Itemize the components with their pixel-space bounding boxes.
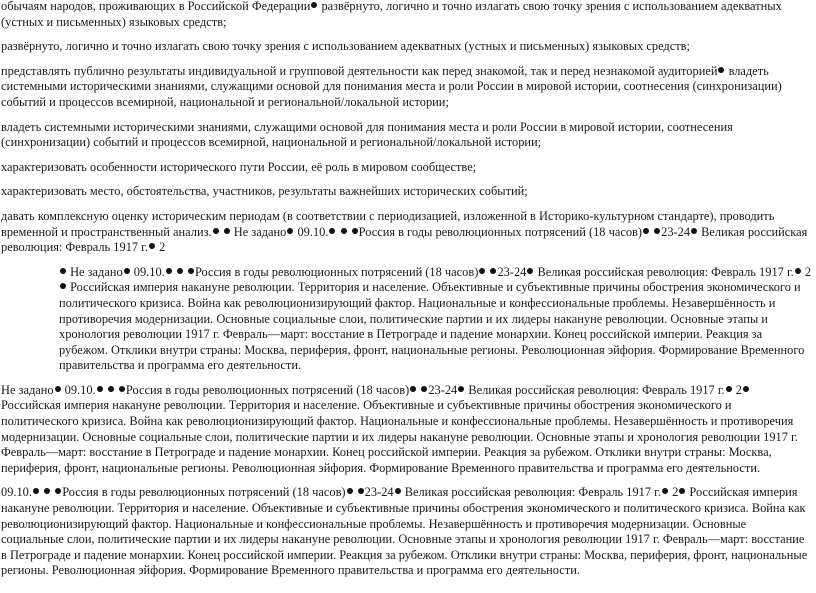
paragraph-5 [1,160,812,176]
bullet-dot-icon [124,268,130,274]
bullet-dot-icon [395,488,401,494]
bullet-dot-icon [311,2,317,8]
text-segment: характеризовать место, обстоятельства, участников, результаты важнейших исторических событий; [1,184,528,199]
paragraph-3 [1,64,812,111]
text-segment: 23-24 [428,382,458,397]
text-segment: 09.10. [130,264,165,279]
text-segment: 23-24 [364,485,394,500]
text-segment: 2 [155,240,166,255]
text-segment [40,485,43,499]
text-segment: Россия в годы революционных потрясений (18 часов) [62,485,346,500]
bullet-dot-icon [795,268,801,274]
paragraph-6 [1,184,812,200]
text-segment: Не задано [230,224,287,239]
text-segment [336,225,339,239]
paragraph-10 [1,485,812,579]
bullet-dot-icon [643,228,649,234]
text-segment: 2 [668,485,679,500]
bullet-dot-icon [341,228,347,234]
bullet-dot-icon [691,228,697,234]
bullet-dot-icon [177,268,183,274]
text-segment: Российская империя накануне революции. Территория и население. Объективные и субъективные причины обострения экономического и политического кризиса. Война как революционизирующий фактор. Национальные и конфессиональные проблемы. Незавершённость и противоречия модернизации. Основные социальные слои, политические партии и их лидеры накануне революции. Основные этапы и хронология революции 1917 г. Февраль—март: восстание в Петрограде и падение монархии. Конец российской империи. Реакция за рубежом. Отклики внутри страны: Москва, периферия, фронт, национальные регионы. Революционная эйфория. Формирование Временного правительства и программа его деятельности. [59,280,805,373]
text-segment [417,383,420,397]
text-segment [220,225,223,239]
text-segment [354,485,357,499]
text-segment [51,485,54,499]
bullet-dot-icon [654,228,660,234]
bullet-dot-icon [329,228,335,234]
bullet-dot-icon [44,488,50,494]
bullet-dot-icon [108,386,114,392]
text-segment: обычаям народов, проживающих в Российской Федерации [1,0,311,13]
bullet-dot-icon [224,228,230,234]
bullet-dot-icon [726,386,732,392]
paragraph-8 [1,265,812,374]
bullet-dot-icon [358,488,364,494]
text-segment [486,265,489,279]
text-segment: Не задано [67,264,123,279]
paragraph-9 [1,383,812,477]
bullet-dot-icon [55,488,61,494]
text-segment: развёрнуто, логично и точно излагать свою точку зрения с использованием адекватных (устных и письменных) языковых средств; [1,39,690,54]
text-segment [104,383,107,397]
bullet-dot-icon [213,228,219,234]
text-segment: 2 [801,264,812,279]
text-segment [173,265,176,279]
bullet-dot-icon [60,268,66,274]
paragraph-4 [1,120,812,151]
bullet-dot-icon [679,488,685,494]
bullet-dot-icon [287,228,293,234]
bullet-dot-icon [352,228,358,234]
bullet-dot-icon [527,268,533,274]
text-segment: 09.10. [61,382,96,397]
text-segment: Российская империя накануне революции. Территория и население. Объективные и субъективные причины обострения экономического и политического кризиса. Война как революционизирующий фактор. Национальные и конфессиональные проблемы. Незавершённость и противоречия модернизации. Основные социальные слои, политические партии и их лидеры накануне революции. Основные этапы и хронология революции 1917 г. Февраль—март: восстание в Петрограде и падение монархии. Конец российской империи. Реакция за рубежом. Отклики внутри страны: Москва, периферия, фронт, национальные регионы. Революционная эйфория. Формирование Временного правительства и программа его деятельности. [1,485,808,578]
text-segment: Россия в годы революционных потрясений (18 часов) [125,382,410,397]
text-segment: 23-24 [497,264,527,279]
text-segment [650,225,653,239]
bullet-dot-icon [188,268,194,274]
bullet-dot-icon [458,386,464,392]
text-segment: Великая российская революция: Февраль 1917 г. [465,382,725,397]
text-segment: Великая российская революция: Февраль 1917 г. [534,264,794,279]
bullet-dot-icon [662,488,668,494]
bullet-dot-icon [119,386,125,392]
text-segment [115,383,118,397]
text-segment: развёрнуто, логично и точно излагать свою точку зрения с использованием адекватных (устных и письменных) языковых средств; [1,0,782,29]
text-segment: характеризовать особенности исторического пути России, её роль в мировом сообществе; [1,159,477,174]
text-segment: Россия в годы революционных потрясений (18 часов) [358,224,643,239]
text-segment: 2 [732,382,742,397]
bullet-dot-icon [743,386,749,392]
text-segment: Российская империя накануне революции. Территория и население. Объективные и субъективные причины обострения экономического и политического кризиса. Война как революционизирующий фактор. Национальные и конфессиональные проблемы. Незавершённость и противоречия модернизации. Основные социальные слои, политические партии и их лидеры накануне революции. Основные этапы и хронология революции 1917 г. Февраль—март: восстание в Петрограде и падение монархии. Конец российской империи. Реакция за рубежом. Отклики внутри страны: Москва, периферия, фронт, национальные регионы. Революционная эйфория. Формирование Временного правительства и программа его деятельности. [1,398,798,475]
text-segment: представлять публично результаты индивидуальной и групповой деятельности как перед знакомой, так и перед незнакомой аудиторией [1,63,718,78]
text-segment [348,225,351,239]
paragraph-2 [1,39,812,55]
bullet-dot-icon [60,283,66,289]
bullet-dot-icon [347,488,353,494]
bullet-dot-icon [166,268,172,274]
bullet-dot-icon [479,268,485,274]
bullet-dot-icon [718,67,724,73]
text-segment [184,265,187,279]
text-segment: 23-24 [661,224,691,239]
bullet-dot-icon [410,386,416,392]
bullet-dot-icon [33,488,39,494]
bullet-dot-icon [149,243,155,249]
bullet-dot-icon [55,386,61,392]
paragraph-7 [1,209,812,256]
text-segment: 09.10. [294,224,329,239]
text-segment: владеть системными историческими знаниями, служащими основой для понимания места и роли России в мировой истории, соотнесения (синхронизации) событий и процессов всемирной, национальной и региональной/локальной истории; [1,119,733,150]
text-segment: 09.10. [1,485,32,500]
text-segment: Великая российская революция: Февраль 1917 г. [1,224,808,255]
text-segment: владеть системными историческими знаниями, служащими основой для понимания места и роли России в мировой истории, соотнесения (синхронизации) событий и процессов всемирной, национальной и региональной/локальной истории; [1,63,782,109]
text-segment: давать комплексную оценку историческим периодам (в соответствии с периодизацией, изложенной в Историко-культурном стандарте), проводить временной и пространственный анализ. [1,208,775,239]
text-segment: Россия в годы революционных потрясений (18 часов) [194,264,479,279]
bullet-dot-icon [421,386,427,392]
text-segment: Не задано [1,382,54,397]
text-segment: Великая российская революция: Февраль 1917 г. [401,485,661,500]
bullet-dot-icon [490,268,496,274]
paragraph-1 [1,0,812,30]
bullet-dot-icon [97,386,103,392]
